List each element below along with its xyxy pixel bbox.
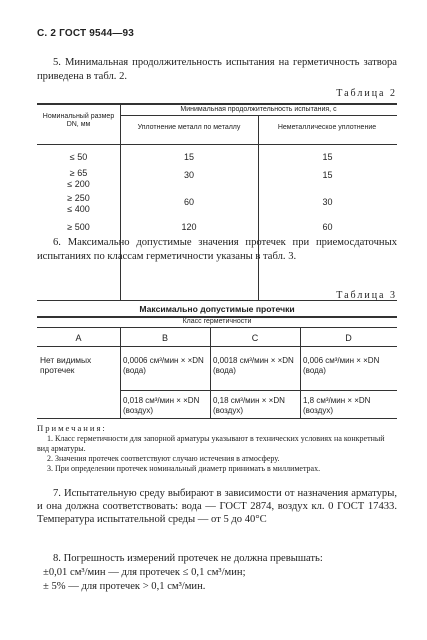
- table-cell: 0,006 см³/мин × ×DN (вода): [303, 356, 380, 375]
- table-2-nonmetal-header: Неметаллическое уплотнение: [277, 124, 377, 131]
- table-cell: 15: [322, 152, 333, 162]
- table-3-class-a: A: [75, 333, 82, 343]
- table-3-class-c: C: [251, 333, 259, 343]
- table-2-metal-header: Уплотнение металл по металлу: [137, 124, 241, 131]
- note-item: [37, 464, 397, 474]
- table-2-group-header: Минимальная продолжительность испытания, с: [180, 106, 337, 113]
- table-cell: 15: [322, 170, 333, 180]
- paragraph-6: [37, 236, 397, 264]
- table-row: ≤ 50: [69, 152, 88, 162]
- table-cell: 30: [322, 197, 333, 207]
- table-row: ≥ 250 ≤ 400: [67, 193, 90, 214]
- page-header: С. 2 ГОСТ 9544—93: [37, 28, 135, 39]
- note-item: [37, 454, 397, 464]
- notes-title: Примечания:: [37, 423, 107, 433]
- paragraph-5: [37, 56, 397, 84]
- paragraph-8-text: 8. Погрешность измерений протечек не должна превышать:: [53, 553, 323, 564]
- table-row: ≥ 65 ≤ 200: [67, 168, 90, 189]
- paragraph-8a: ±0,01 см³/мин — для протечек ≤ 0,1 см³/мин;: [43, 567, 246, 578]
- table-2-dn-header: Номинальный размер DN, мм: [42, 113, 115, 128]
- table-3-title: Максимально допустимые протечки: [139, 304, 295, 314]
- note-text: 1. Класс герметичности для запорной арматуры указывают в технических условиях на конкретный вид арматуры.: [37, 434, 385, 453]
- paragraph-8: [37, 552, 397, 565]
- table-cell: 60: [183, 197, 194, 207]
- table-cell: 0,0018 см³/мин × ×DN (вода): [213, 356, 294, 375]
- paragraph-5-text: 5. Минимальная продолжительность испытания на герметичность затвора приведена в табл. 2.: [37, 57, 397, 82]
- table-cell: 1,8 см³/мин × ×DN (воздух): [303, 396, 371, 415]
- table-cell: 60: [322, 222, 333, 232]
- table-cell: 0,018 см³/мин × ×DN (воздух): [123, 396, 200, 415]
- table-cell: 15: [183, 152, 194, 162]
- table-3-class-b: B: [161, 333, 168, 343]
- table-cell: 30: [183, 170, 194, 180]
- table-cell: 120: [181, 222, 197, 232]
- table-3-row-label: Нет видимых протечек: [40, 355, 92, 375]
- paragraph-8b: ± 5% — для протечек > 0,1 см³/мин.: [43, 581, 206, 592]
- table-cell: 0,18 см³/мин × ×DN (воздух): [213, 396, 285, 415]
- paragraph-6-text: 6. Максимально допустимые значения протечек при приемосдаточных испытаниях по классам герметичности указаны в табл. 3.: [37, 237, 397, 262]
- table-2-caption: Таблица 2: [336, 88, 397, 99]
- note-text: 3. При определении протечек номинальный диаметр принимать в миллиметрах.: [47, 464, 321, 473]
- paragraph-7-text: 7. Испытательную среду выбирают в зависимости от назначения арматуры, и она должна соответствовать: вода — ГОСТ 2874, воздух кл. 0 ГОСТ 17433. Температура испытательной среды — от 5 до 40°С: [37, 488, 397, 525]
- table-3-class-d: D: [345, 333, 352, 343]
- note-text: 2. Значения протечек соответствуют случаю истечения в атмосферу.: [47, 454, 280, 463]
- table-3-caption: Таблица 3: [336, 290, 397, 301]
- table-3-group-header: Класс герметичности: [182, 318, 252, 325]
- table-cell: 0,0006 см³/мин × ×DN (вода): [123, 356, 204, 375]
- paragraph-7: [37, 487, 397, 526]
- note-item: [37, 434, 397, 454]
- table-row: ≥ 500: [67, 222, 90, 232]
